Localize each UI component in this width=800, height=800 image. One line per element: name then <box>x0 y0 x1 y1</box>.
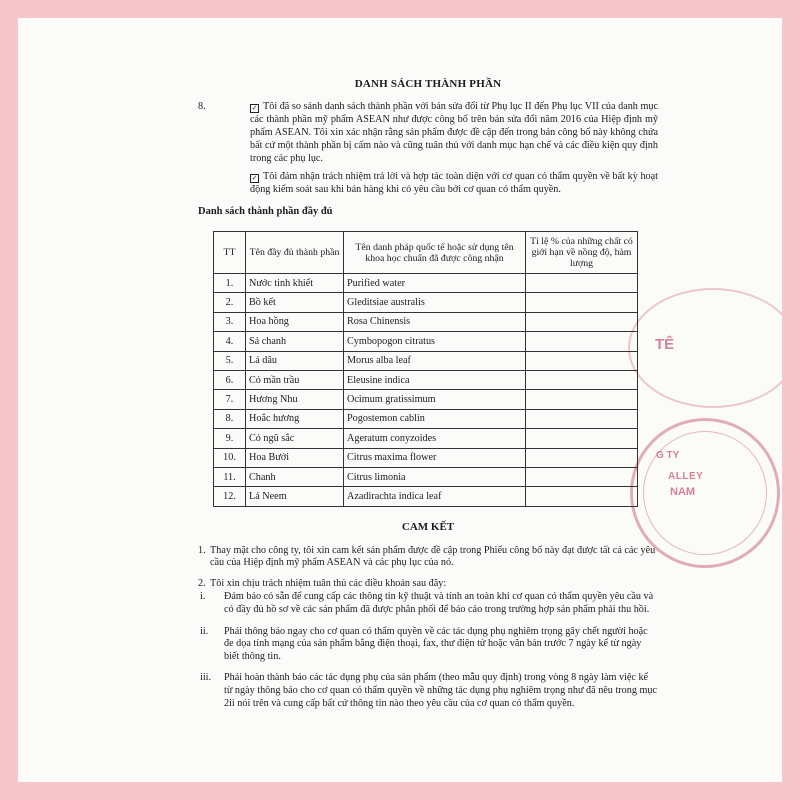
cell-inci-name: Eleusine indica <box>344 370 526 389</box>
cell-vn-name: Lá dâu <box>246 351 344 370</box>
cell-vn-name: Chanh <box>246 467 344 486</box>
cell-tt: 4. <box>214 332 246 351</box>
checkbox-checked-icon: ✓ <box>251 104 258 112</box>
cell-percent <box>526 487 638 506</box>
ingredient-table <box>213 231 638 507</box>
cell-vn-name: Sả chanh <box>246 332 344 351</box>
commitment-item-2 <box>188 578 658 710</box>
header-vn-name: Tên đầy đủ thành phần <box>246 232 344 274</box>
checkbox-checked-icon: ✓ <box>251 174 258 182</box>
table-row <box>214 467 638 486</box>
table-header-row <box>214 232 638 274</box>
cell-inci-name: Azadirachta indica leaf <box>344 487 526 506</box>
cell-inci-name: Citrus limonia <box>344 467 526 486</box>
cell-tt: 7. <box>214 390 246 409</box>
declaration-paragraph-2 <box>198 170 658 196</box>
table-row <box>214 409 638 428</box>
cell-inci-name: Purified water <box>344 274 526 293</box>
cell-inci-name: Rosa Chinensis <box>344 312 526 331</box>
commitment-item-number: 2. <box>198 577 206 589</box>
cell-vn-name: Cỏ mần trầu <box>246 370 344 389</box>
stamp-fragment-company: G TY <box>656 450 680 461</box>
subitem-text: Đảm bảo có sẵn để cung cấp các thông tin kỹ thuật và tính an toàn khi cơ quan có thẩm quyền yêu cầu và có đầy đủ hồ sơ về các sản phẩm đã được phân phối để báo cáo trong trường hợp sản phẩm phải thu hồi. <box>224 591 654 616</box>
cell-percent <box>526 370 638 389</box>
table-row <box>214 487 638 506</box>
cell-tt: 6. <box>214 370 246 389</box>
stamp-fragment-bottom: NAM <box>670 486 696 498</box>
cell-inci-name: Pogostemon cablin <box>344 409 526 428</box>
cell-vn-name: Nước tinh khiết <box>246 274 344 293</box>
cell-vn-name: Bồ kết <box>246 293 344 312</box>
declaration-text-1: Tôi đã so sánh danh sách thành phần với bản sửa đổi từ Phụ lục II đến Phụ lục VII của danh mục các thành phần mỹ phẩm ASEAN như được công bố trên bản sửa đổi năm 2016 của Hiệp định mỹ phẩm ASEAN. Tôi xin xác nhận rằng sản phẩm được đề cập đến trong bản công bố này không chứa bất cứ một thành phần bị cấm nào và cũng tuân thủ với danh mục hạn chế và các điều kiện quy định trong các phụ lục. <box>250 101 658 164</box>
subitem-text: Phải hoàn thành báo các tác dụng phụ của sản phẩm (theo mẫu quy định) trong vòng 8 ngày làm việc kể từ ngày thông báo cho cơ quan có thẩm quyền về những tác dụng phụ nghiêm trọng như đã nêu trong mục 2ii nói trên và cung cấp bất cứ thông tin nào theo yêu cầu của cơ quan có thẩm quyền. <box>224 672 658 709</box>
cell-vn-name: Hoa Bưởi <box>246 448 344 467</box>
header-percent: Tỉ lệ % của những chất có giới hạn về nồng độ, hàm lượng <box>526 232 638 274</box>
cell-vn-name: Hoa hồng <box>246 312 344 331</box>
commitment-item-1 <box>188 545 658 570</box>
table-row <box>214 351 638 370</box>
cell-inci-name: Morus alba leaf <box>344 351 526 370</box>
table-row <box>214 448 638 467</box>
stamp-fragment-top: TÊ <box>655 336 675 353</box>
cell-inci-name: Ocimum gratissimum <box>344 390 526 409</box>
cell-vn-name: Hoắc hương <box>246 409 344 428</box>
cell-vn-name: Hương Nhu <box>246 390 344 409</box>
document-page <box>18 18 782 782</box>
cell-tt: 2. <box>214 293 246 312</box>
table-row <box>214 429 638 448</box>
commitment-subitem-i <box>200 591 658 616</box>
commitment-subitem-ii <box>200 625 658 664</box>
header-inci-name: Tên danh pháp quốc tế hoặc sử dụng tên khoa học chuẩn đã được công nhận <box>344 232 526 274</box>
cell-percent <box>526 312 638 331</box>
table-row <box>214 274 638 293</box>
cell-tt: 12. <box>214 487 246 506</box>
table-row <box>214 312 638 331</box>
header-tt: TT <box>214 232 246 274</box>
cell-tt: 3. <box>214 312 246 331</box>
ingredient-list-heading: Danh sách thành phần đầy đủ <box>198 206 333 217</box>
cell-tt: 10. <box>214 448 246 467</box>
cell-inci-name: Citrus maxima flower <box>344 448 526 467</box>
cell-percent <box>526 448 638 467</box>
commitment-item-text: Tôi xin chịu trách nhiệm tuân thủ các điều khoản sau đây: <box>210 577 447 589</box>
cell-tt: 9. <box>214 429 246 448</box>
cell-tt: 5. <box>214 351 246 370</box>
cell-tt: 8. <box>214 409 246 428</box>
subitem-number: iii. <box>200 672 212 684</box>
ingredient-table-body <box>214 274 638 507</box>
table-row <box>214 370 638 389</box>
page-title: DANH SÁCH THÀNH PHẦN <box>354 78 502 90</box>
subitem-text: Phải thông báo ngay cho cơ quan có thẩm quyền về các tác dụng phụ nghiêm trọng gây chết người hoặc đe dọa tính mạng của sản phẩm bằng điện thoại, fax, thư điện tử hoặc văn bản trước 7 ngày kể từ ngày biết thông tin. <box>224 625 648 662</box>
cell-percent <box>526 409 638 428</box>
declaration-paragraph-1 <box>198 100 658 165</box>
stamp-fragment-brand: ALLEY <box>668 471 704 482</box>
subitem-number: ii. <box>200 625 209 637</box>
document-content <box>198 78 658 719</box>
cell-tt: 1. <box>214 274 246 293</box>
commitment-title: CAM KẾT <box>401 520 455 533</box>
commitment-item-number: 1. <box>198 544 206 556</box>
cell-inci-name: Ageratum conyzoides <box>344 429 526 448</box>
subitem-number: i. <box>200 591 206 603</box>
table-row <box>214 390 638 409</box>
cell-percent <box>526 332 638 351</box>
cell-percent <box>526 390 638 409</box>
cell-percent <box>526 351 638 370</box>
cell-vn-name: Lá Neem <box>246 487 344 506</box>
declaration-text-2: Tôi đảm nhận trách nhiệm trả lời và hợp tác toàn diện với cơ quan có thẩm quyền về bất kỳ hoạt động kiểm soát sau khi bán hàng khi có yêu cầu bởi cơ quan có thẩm quyền. <box>250 171 658 195</box>
section-number: 8. <box>198 101 206 112</box>
table-row <box>214 293 638 312</box>
cell-inci-name: Gleditsiae australis <box>344 293 526 312</box>
cell-inci-name: Cymbopogon citratus <box>344 332 526 351</box>
cell-percent <box>526 467 638 486</box>
table-row <box>214 332 638 351</box>
cell-vn-name: Cỏ ngũ sắc <box>246 429 344 448</box>
commitment-subitem-iii <box>200 672 658 710</box>
commitment-item-text: Thay mặt cho công ty, tôi xin cam kết sản phẩm được đề cập trong Phiếu công bố này đạt được tất cả các yêu cầu của Hiệp định mỹ phẩm ASEAN và các phụ lục của nó. <box>210 544 656 569</box>
cell-percent <box>526 274 638 293</box>
cell-tt: 11. <box>214 467 246 486</box>
cell-percent <box>526 293 638 312</box>
cell-percent <box>526 429 638 448</box>
